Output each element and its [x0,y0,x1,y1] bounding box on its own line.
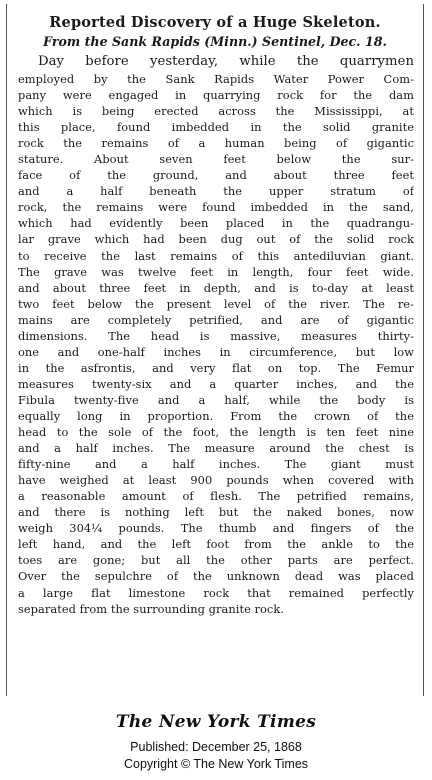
article-body [6,51,424,617]
article-line: two feet below the present level of the river. The re- [18,296,414,311]
article-line: fifty-nine and a half inches. The giant must [18,457,414,472]
article-line: and there is nothing left but the naked bones, now [18,505,414,520]
article-line: employed by the Sank Rapids Water Power Com- [18,72,414,86]
article-line: to receive the last remains of this antediluvian giant. [18,248,414,263]
article-line: toes are gone; but all the other parts are perfect. [18,553,414,568]
article-line: Day before yesterday, while the quarrymen [38,54,414,69]
article-line: a large flat limestone rock that remained perfectly [18,585,414,600]
newspaper-masthead: The New York Times [115,712,317,732]
article-line: head to the sole of the foot, the length is ten feet nine [18,425,414,440]
article-line: which is being erected across the Mississippi, at [18,104,414,119]
article-line: measures twenty-six and a quarter inches, and the [18,376,414,391]
article-line: face of the ground, and about three feet [18,168,414,183]
article-line: and a half beneath the upper stratum of [18,184,414,199]
left-column-rule [6,4,7,696]
article-line: and a half inches. The measure around the chest is [18,441,414,456]
article-line: Over the sepulchre of the unknown dead was placed [18,569,414,584]
article-line: in the asfrontis, and very flat on top. The Femur [18,360,414,375]
article-line: left hand, and the left foot from the ankle to the [18,537,414,552]
article-line: which had evidently been placed in the quadrangu- [18,216,414,231]
article-line: separated from the surrounding granite rock. [18,601,284,616]
article-line: pany were engaged in quarrying rock for the dam [18,88,414,103]
article-line: lar grave which had been dug out of the solid rock [18,232,414,247]
article-line: this place, found imbedded in the solid granite [18,120,414,135]
article-line: and about three feet in depth, and is to-day at least [18,280,414,295]
article-line: one and one-half inches in circumference, but low [18,344,414,359]
newspaper-clipping [6,4,424,696]
article-line: mains are completely petrified, and are of gigantic [18,312,414,327]
right-column-rule [423,4,424,696]
article-line: stature. About seven feet below the sur- [18,152,414,167]
article-line: The grave was twelve feet in length, four feet wide. [18,264,414,279]
article-headline: Reported Discovery of a Huge Skeleton. [49,14,381,31]
article-line: rock, the remains were found imbedded in the sand, [18,200,414,215]
copyright-notice: Copyright © The New York Times [123,757,309,771]
article-line: rock the remains of a human being of gigantic [18,136,414,151]
article-line: Fibula twenty-five and a half, while the body is [18,392,414,407]
article-line: have weighed at least 900 pounds when covered with [18,473,414,488]
article-line: weigh 304¼ pounds. The thumb and fingers of the [18,521,414,536]
article-source-line: From the Sank Rapids (Minn.) Sentinel, Dec. 18. [43,34,387,49]
article-line: equally long in proportion. From the crown of the [18,408,414,423]
published-date: Published: December 25, 1868 [130,740,302,754]
article-line: dimensions. The head is massive, measures thirty- [18,328,414,343]
article-line: a reasonable amount of flesh. The petrified remains, [18,489,414,504]
